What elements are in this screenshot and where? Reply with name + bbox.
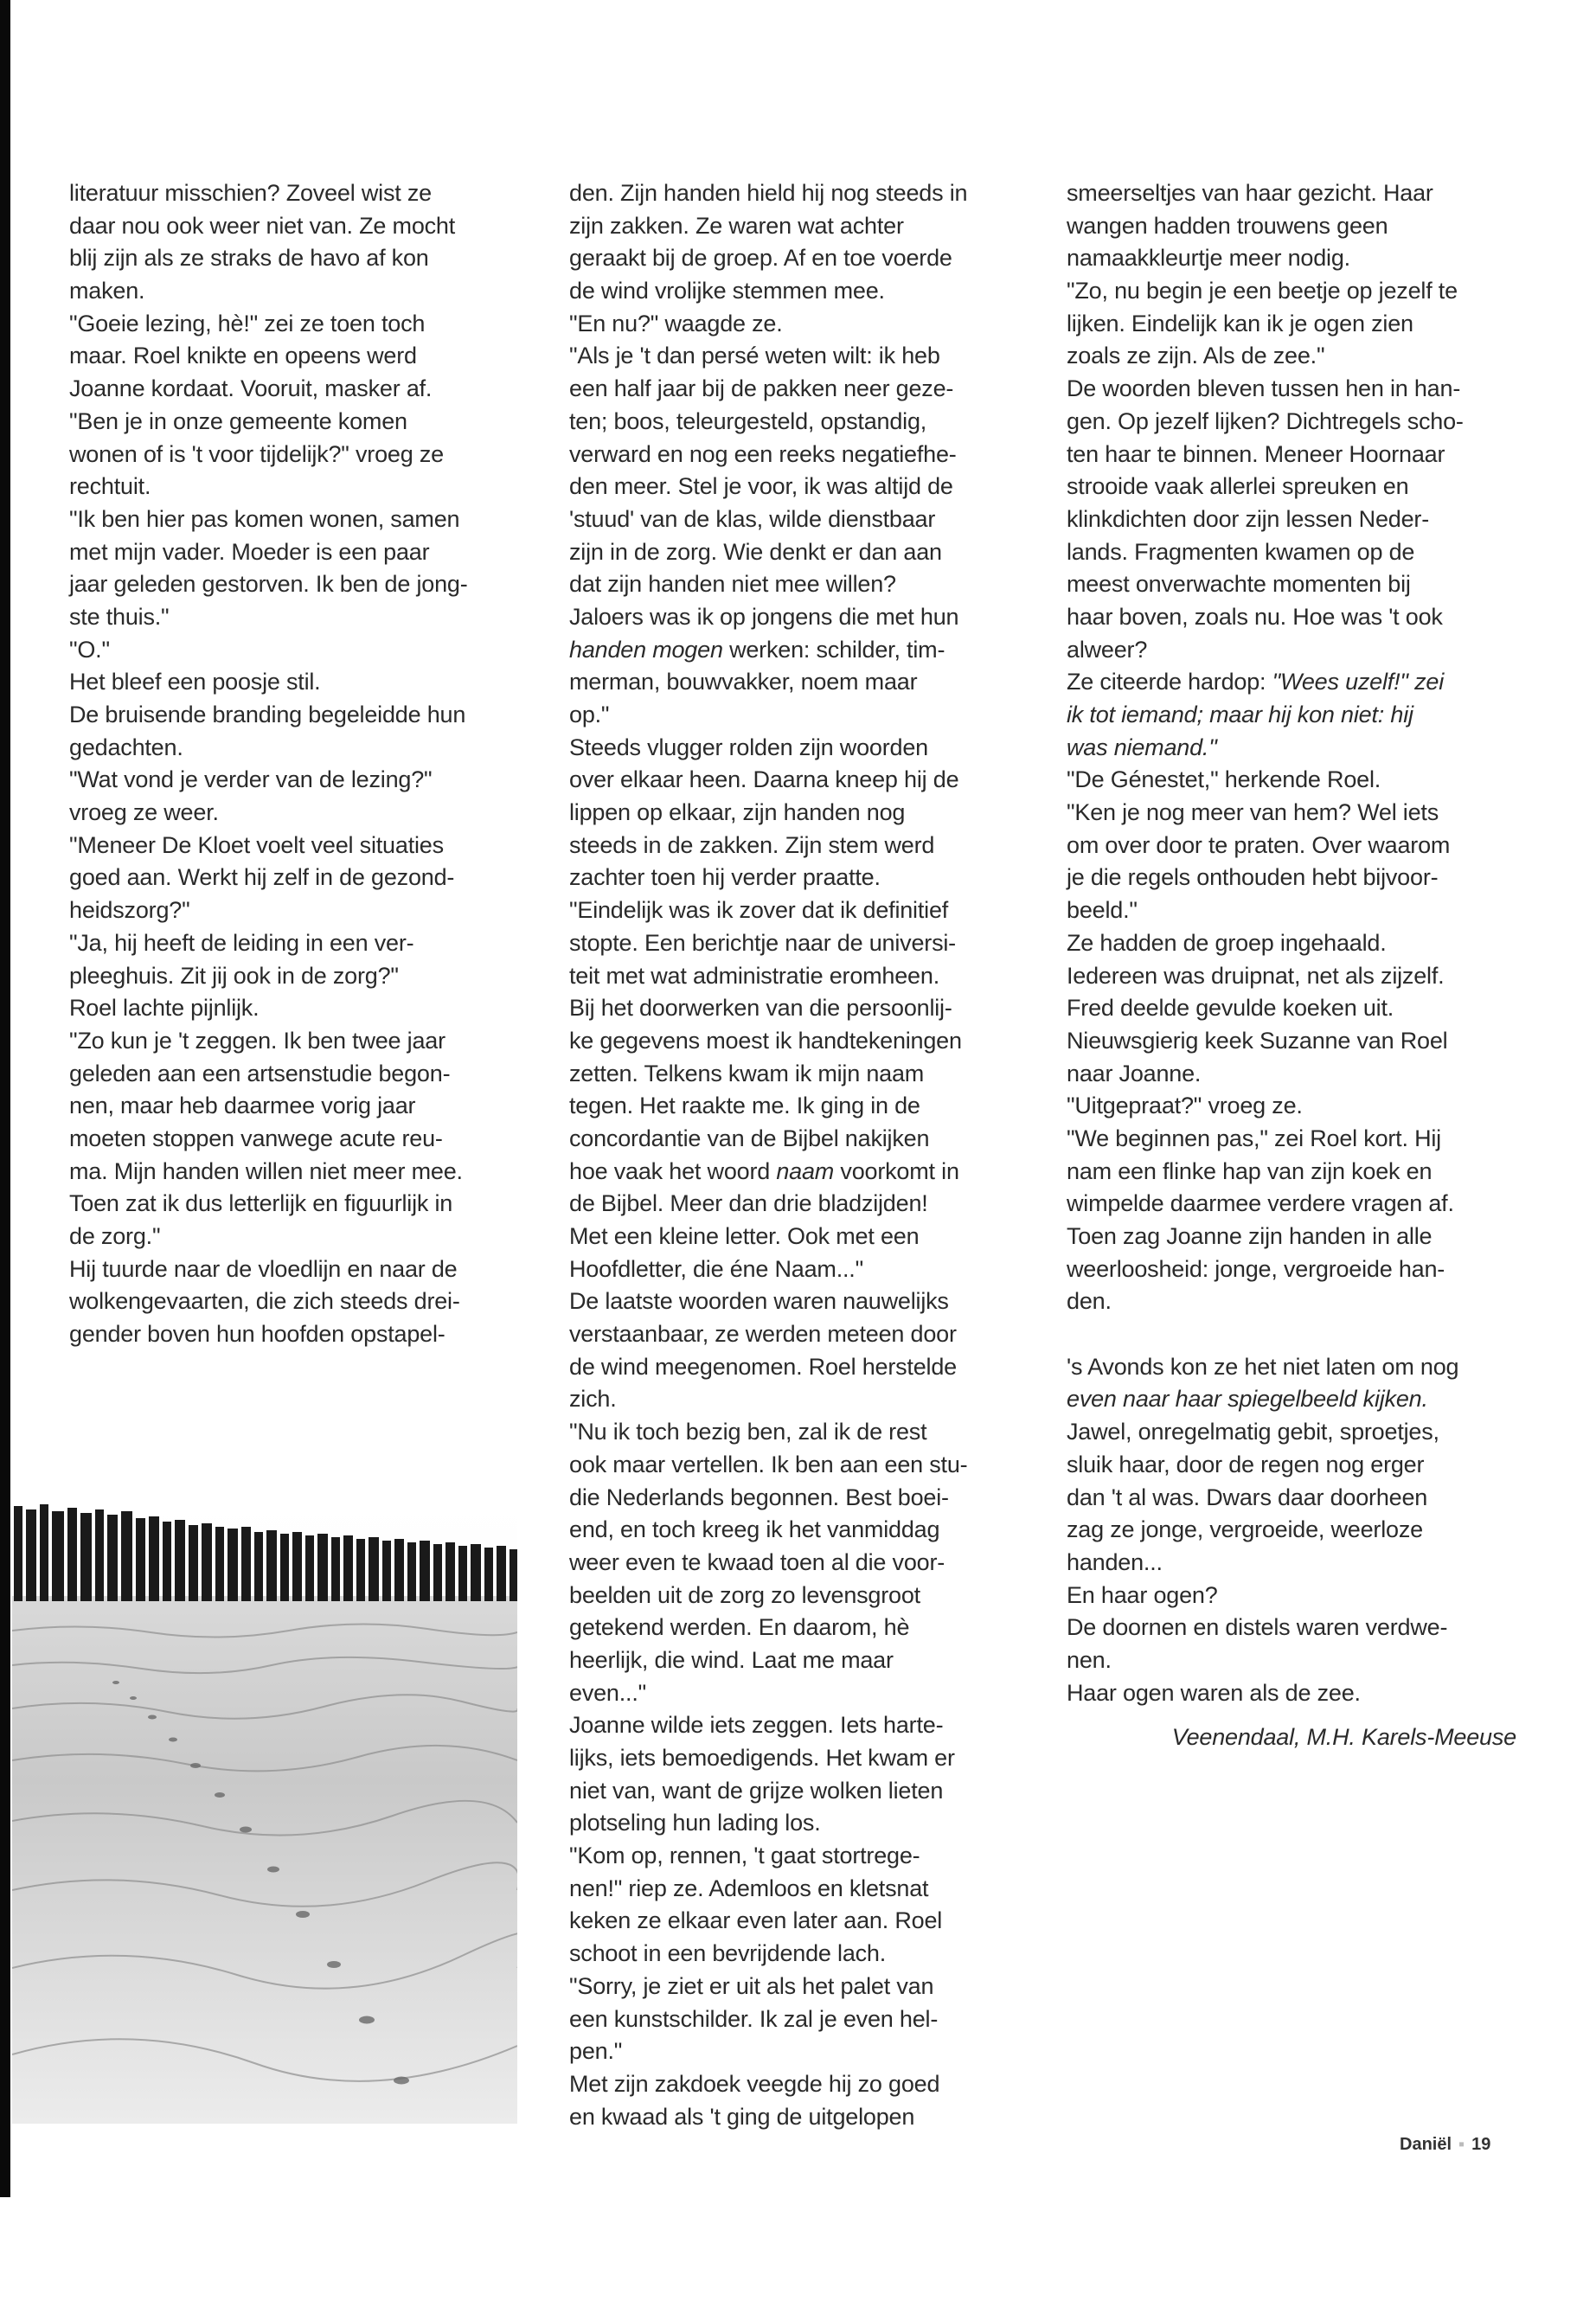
- text-line: Ze hadden de groep ingehaald.: [1067, 929, 1387, 956]
- text-line: [1067, 1351, 1534, 1384]
- text-line: ke gegevens moest ik handtekeningen: [569, 1027, 962, 1054]
- text-line: om over door te praten. Over waarom: [1067, 831, 1451, 858]
- text-line: "Ik ben hier pas komen wonen, samen: [69, 505, 460, 532]
- text-column-1: [69, 177, 519, 1351]
- italic-text: naam: [776, 1157, 835, 1184]
- text-line: "En nu?" waagde ze.: [569, 310, 783, 336]
- text-line: maar. Roel knikte en opeens werd: [69, 343, 417, 369]
- text-line: zachter toen hij verder praatte.: [569, 864, 881, 891]
- text-line: gen. Op jezelf lijken? Dichtregels scho-: [1067, 407, 1464, 434]
- text-line: nen.: [1067, 1646, 1112, 1673]
- text-line: goed aan. Werkt hij zelf in de gezond-: [69, 864, 455, 891]
- text-line: "Kom op, rennen, 't gaat stortrege-: [569, 1843, 920, 1869]
- text-column-2: [569, 177, 1019, 2133]
- text-line: lippen op elkaar, zijn handen nog: [569, 799, 906, 826]
- text-line: En haar ogen?: [1067, 1581, 1218, 1608]
- text-line: ten haar te binnen. Meneer Hoornaar: [1067, 440, 1445, 467]
- text-line: keken ze elkaar even later aan. Roel: [569, 1907, 943, 1934]
- text-line: [1067, 699, 1534, 732]
- text-line: concordantie van de Bijbel nakijken: [569, 1125, 930, 1151]
- text-line: zag ze jonge, vergroeide, weerloze: [1067, 1516, 1423, 1543]
- page-number: 19: [1471, 2135, 1491, 2154]
- text-line: verstaanbaar, ze werden meteen door: [569, 1321, 957, 1348]
- text-line: sluik haar, door de regen nog erger: [1067, 1451, 1425, 1477]
- text-line: weer even te kwaad toen al die voor-: [569, 1548, 945, 1575]
- text-line: wimpelde daarmee verdere vragen af.: [1067, 1190, 1454, 1217]
- text-line: de wind vrolijke stemmen mee.: [569, 278, 885, 304]
- text-line: den meer. Stel je voor, ik was altijd de: [569, 473, 953, 500]
- text-line: Steeds vlugger rolden zijn woorden: [569, 734, 928, 760]
- text-line: Het bleef een poosje stil.: [69, 669, 321, 695]
- text-column-3: [1067, 177, 1534, 1754]
- text-line: ste thuis.": [69, 603, 170, 630]
- text-line: [569, 634, 1019, 667]
- text-line: verward en nog een reeks negatiefhe-: [569, 440, 957, 467]
- text-line: "Zo, nu begin je een beetje op jezelf te: [1067, 278, 1458, 304]
- text-line: den.: [1067, 1288, 1112, 1315]
- text-line: over elkaar heen. Daarna kneep hij de: [569, 766, 959, 793]
- text-line: schoot in een bevrijdende lach.: [569, 1940, 887, 1967]
- text-line: haar boven, zoals nu. Hoe was 't ook: [1067, 603, 1443, 630]
- text-line: dan 't al was. Dwars daar doorheen: [1067, 1484, 1428, 1510]
- italic-text: was niemand.": [1067, 734, 1217, 760]
- text-line: Joanne wilde iets zeggen. Iets harte-: [569, 1712, 944, 1739]
- text-line: zoals ze zijn. Als de zee.": [1067, 343, 1325, 369]
- text-line: ook maar vertellen. Ik ben aan een stu-: [569, 1451, 968, 1477]
- folio-separator: ▪: [1458, 2135, 1465, 2154]
- text-line: 'stuud' van de klas, wilde dienstbaar: [569, 505, 936, 532]
- text-line: zijn zakken. Ze waren wat achter: [569, 212, 904, 239]
- text-line: "We beginnen pas," zei Roel kort. Hij: [1067, 1125, 1441, 1151]
- text-line: die Nederlands begonnen. Best boei-: [569, 1484, 949, 1510]
- text-line: en kwaad als 't ging de uitgelopen: [569, 2103, 915, 2130]
- text-line: lands. Fragmenten kwamen op de: [1067, 538, 1415, 565]
- italic-text: even naar haar spiegelbeeld kijken.: [1067, 1386, 1428, 1413]
- text-line: Hij tuurde naar de vloedlijn en naar de: [69, 1255, 458, 1282]
- text-line: De woorden bleven tussen hen in han-: [1067, 375, 1461, 402]
- text-line: namaakkleurtje meer nodig.: [1067, 245, 1350, 272]
- text-line: Fred deelde gevulde koeken uit.: [1067, 995, 1394, 1022]
- text-line: [1067, 666, 1534, 699]
- text-line: Iedereen was druipnat, net als zijzelf.: [1067, 962, 1445, 989]
- page-folio: [1400, 2135, 1490, 2155]
- italic-text: ik tot iemand; maar hij kon niet: hij: [1067, 702, 1413, 727]
- text-line: lijks, iets bemoedigends. Het kwam er: [569, 1745, 955, 1771]
- text-line: "O.": [69, 636, 110, 663]
- text-line: heidszorg?": [69, 897, 190, 924]
- text-line: De laatste woorden waren nauwelijks: [569, 1288, 949, 1315]
- text-line: gedachten.: [69, 734, 183, 760]
- beach-photo-image: [12, 1501, 517, 2124]
- text-line: nen, maar heb daarmee vorig jaar: [69, 1093, 416, 1119]
- text-line: geleden aan een artsenstudie begon-: [69, 1060, 451, 1086]
- text-line: teit met wat administratie eromheen.: [569, 962, 939, 989]
- text-line: zich.: [569, 1386, 617, 1413]
- text-fragment: werken: schilder, tim-: [722, 636, 945, 663]
- text-line: maken.: [69, 278, 145, 304]
- text-line: Met een kleine letter. Ook met een: [569, 1223, 920, 1249]
- text-line: lijken. Eindelijk kan ik je ogen zien: [1067, 310, 1413, 336]
- magazine-name: Daniël: [1400, 2135, 1452, 2154]
- text-line: even...": [569, 1679, 647, 1706]
- text-line: "Goeie lezing, hè!" zei ze toen toch: [69, 310, 426, 336]
- text-line: weerloosheid: jonge, vergroeide han-: [1067, 1255, 1445, 1282]
- text-line: literatuur misschien? Zoveel wist ze: [69, 180, 432, 206]
- text-line: getekend werden. En daarom, hè: [569, 1614, 910, 1641]
- text-line: "Nu ik toch bezig ben, zal ik de rest: [569, 1419, 927, 1445]
- text-line: nam een flinke hap van zijn koek en: [1067, 1157, 1433, 1184]
- text-line: alweer?: [1067, 636, 1148, 663]
- text-line: met mijn vader. Moeder is een paar: [69, 538, 430, 565]
- text-line: daar nou ook weer niet van. Ze mocht: [69, 212, 456, 239]
- text-line: de wind meegenomen. Roel herstelde: [569, 1353, 957, 1380]
- text-line: [1067, 732, 1534, 765]
- text-line: [569, 1156, 1019, 1189]
- text-line: pen.": [569, 2038, 623, 2065]
- text-fragment: hoe vaak het woord: [569, 1157, 777, 1184]
- text-line: Bij het doorwerken van die persoonlij-: [569, 995, 952, 1022]
- text-line: de zorg.": [69, 1223, 161, 1249]
- text-line: zijn in de zorg. Wie denkt er dan aan: [569, 538, 942, 565]
- text-line: geraakt bij de groep. Af en toe voerde: [569, 245, 952, 272]
- text-fragment: voorkomt in: [834, 1157, 959, 1184]
- text-line: "De Génestet," herkende Roel.: [1067, 766, 1381, 793]
- text-line: De doornen en distels waren verdwe-: [1067, 1614, 1448, 1641]
- text-line: Haar ogen waren als de zee.: [1067, 1679, 1361, 1706]
- text-line: merman, bouwvakker, noem maar: [569, 669, 918, 695]
- text-line: Jaloers was ik op jongens die met hun: [569, 603, 959, 630]
- text-line: gender boven hun hoofden opstapel-: [69, 1321, 445, 1348]
- text-line: [1067, 1383, 1534, 1416]
- text-fragment: Ze citeerde hardop:: [1067, 669, 1272, 695]
- text-line: ten; boos, teleurgesteld, opstandig,: [569, 407, 927, 434]
- text-line: Toen zat ik dus letterlijk en figuurlijk in: [69, 1190, 453, 1217]
- beach-photo: [12, 1501, 517, 2124]
- text-line: de Bijbel. Meer dan drie bladzijden!: [569, 1190, 928, 1217]
- text-line: Toen zag Joanne zijn handen in alle: [1067, 1223, 1433, 1249]
- italic-text: handen mogen: [569, 636, 723, 663]
- text-line: den. Zijn handen hield hij nog steeds in: [569, 180, 968, 206]
- text-line: "Als je 't dan persé weten wilt: ik heb: [569, 343, 940, 369]
- text-line: strooide vaak allerlei spreuken en: [1067, 473, 1409, 500]
- text-line: "Sorry, je ziet er uit als het palet van: [569, 1972, 934, 1999]
- text-line: tegen. Het raakte me. Ik ging in de: [569, 1093, 920, 1119]
- text-line: naar Joanne.: [1067, 1060, 1202, 1086]
- text-line: steeds in de zakken. Zijn stem werd: [569, 831, 935, 858]
- text-line: een half jaar bij de pakken neer geze-: [569, 375, 954, 402]
- text-line: Joanne kordaat. Vooruit, masker af.: [69, 375, 433, 402]
- text-line: jaar geleden gestorven. Ik ben de jong-: [69, 571, 468, 598]
- text-line: Met zijn zakdoek veegde hij zo goed: [569, 2070, 940, 2097]
- text-line: meest onverwachte momenten bij: [1067, 571, 1411, 598]
- text-line: "Wat vond je verder van de lezing?": [69, 766, 433, 793]
- text-line: klinkdichten door zijn lessen Neder-: [1067, 505, 1430, 532]
- paragraph-gap: [1067, 1318, 1534, 1351]
- text-line: Nieuwsgierig keek Suzanne van Roel: [1067, 1027, 1448, 1054]
- text-line: "Eindelijk was ik zover dat ik definitief: [569, 897, 949, 924]
- text-line: niet van, want de grijze wolken lieten: [569, 1777, 944, 1804]
- page-edge-bar: [0, 0, 10, 2197]
- text-line: heerlijk, die wind. Laat me maar: [569, 1646, 894, 1673]
- text-line: dat zijn handen niet mee willen?: [569, 571, 896, 598]
- text-line: wolkengevaarten, die zich steeds drei-: [69, 1288, 460, 1315]
- text-line: stopte. Een berichtje naar de universi-: [569, 929, 956, 956]
- text-line: end, en toch kreeg ik het vanmiddag: [569, 1516, 940, 1543]
- text-line: "Ben je in onze gemeente komen: [69, 407, 407, 434]
- text-line: Hoofdletter, die éne Naam...": [569, 1255, 863, 1282]
- text-line: "Zo kun je 't zeggen. Ik ben twee jaar: [69, 1027, 445, 1054]
- text-line: vroeg ze weer.: [69, 799, 219, 826]
- italic-text: "Wees uzelf!" zei: [1272, 669, 1445, 695]
- text-line: Jawel, onregelmatig gebit, sproetjes,: [1067, 1419, 1439, 1445]
- text-fragment: 's Avonds kon ze het niet laten om nog: [1067, 1353, 1459, 1380]
- text-line: moeten stoppen vanwege acute reu-: [69, 1125, 443, 1151]
- text-line: wangen hadden trouwens geen: [1067, 212, 1388, 239]
- text-line: beeld.": [1067, 897, 1138, 924]
- text-line: pleeghuis. Zit jij ook in de zorg?": [69, 962, 399, 989]
- text-line: rechtuit.: [69, 473, 151, 500]
- text-line: ma. Mijn handen willen niet meer mee.: [69, 1157, 463, 1184]
- text-line: "Ja, hij heeft de leiding in een ver-: [69, 929, 414, 956]
- text-line: beelden uit de zorg zo levensgroot: [569, 1581, 920, 1608]
- text-line: je die regels onthouden hebt bijvoor-: [1067, 864, 1439, 891]
- text-line: handen...: [1067, 1548, 1163, 1575]
- text-line: een kunstschilder. Ik zal je even hel-: [569, 2005, 939, 2032]
- text-line: wonen of is 't voor tijdelijk?" vroeg ze: [69, 440, 444, 467]
- text-line: zetten. Telkens kwam ik mijn naam: [569, 1060, 925, 1086]
- text-line: smeerseltjes van haar gezicht. Haar: [1067, 180, 1433, 206]
- text-line: op.": [569, 702, 610, 727]
- text-line: "Uitgepraat?" vroeg ze.: [1067, 1093, 1303, 1119]
- text-line: blij zijn als ze straks de havo af kon: [69, 245, 429, 272]
- text-line: plotseling hun lading los.: [569, 1810, 821, 1836]
- text-line: "Ken je nog meer van hem? Wel iets: [1067, 799, 1439, 826]
- text-line: De bruisende branding begeleidde hun: [69, 702, 466, 727]
- author-signature: Veenendaal, M.H. Karels-Meeuse: [1171, 1724, 1516, 1751]
- text-line: Roel lachte pijnlijk.: [69, 995, 260, 1022]
- text-line: nen!" riep ze. Ademloos en kletsnat: [569, 1875, 929, 1901]
- text-line: "Meneer De Kloet voelt veel situaties: [69, 831, 444, 858]
